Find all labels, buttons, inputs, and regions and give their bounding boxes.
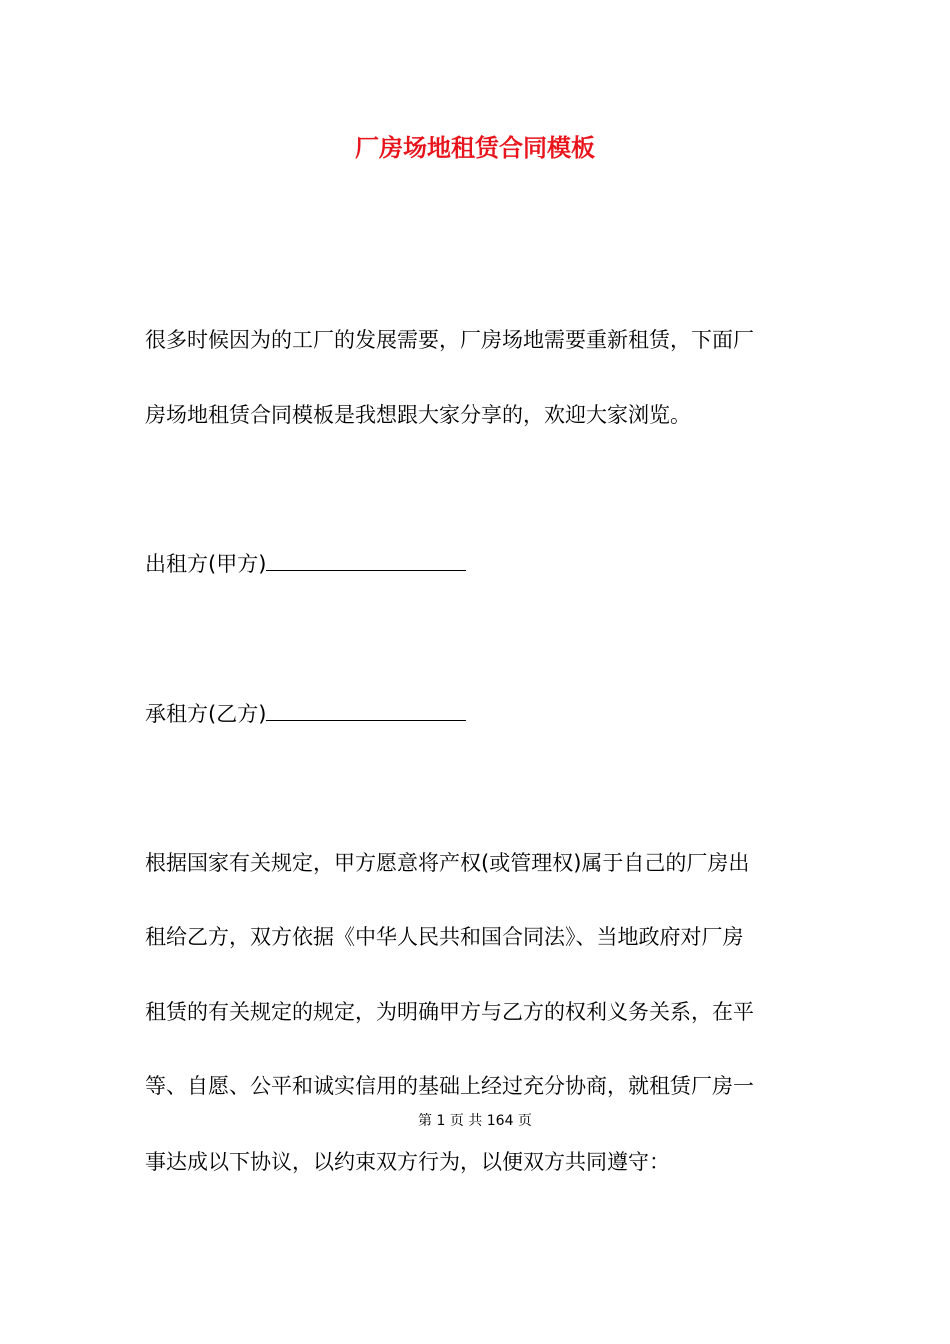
body-line-5: 事达成以下协议，以约束双方行为，以便双方共同遵守： — [145, 1150, 670, 1174]
lessor-blank-line — [266, 548, 466, 571]
body-line-3: 租赁的有关规定的规定，为明确甲方与乙方的权利义务关系，在平 — [145, 1000, 754, 1024]
lessee-field — [145, 696, 810, 732]
lessee-blank-line — [266, 698, 466, 721]
page-footer: 第 1 页 共 164 页 — [418, 1113, 532, 1129]
body-line-1: 根据国家有关规定，甲方愿意将产权(或管理权)属于自己的厂房出 — [145, 851, 750, 875]
body-line-2: 租给乙方，双方依据《中华人民共和国合同法》、当地政府对厂房 — [145, 925, 744, 949]
intro-line-2: 房场地租赁合同模板是我想跟大家分享的，欢迎大家浏览。 — [145, 403, 691, 427]
document-title: 厂房场地租赁合同模板 — [355, 134, 595, 162]
body-line-4: 等、自愿、公平和诚实信用的基础上经过充分协商，就租赁厂房一 — [145, 1074, 754, 1098]
lessor-field — [145, 546, 810, 582]
lessor-label: 出租方(甲方) — [145, 552, 267, 576]
lessee-label: 承租方(乙方) — [145, 702, 267, 726]
intro-line-1: 很多时候因为的工厂的发展需要，厂房场地需要重新租赁，下面厂 — [145, 328, 754, 352]
